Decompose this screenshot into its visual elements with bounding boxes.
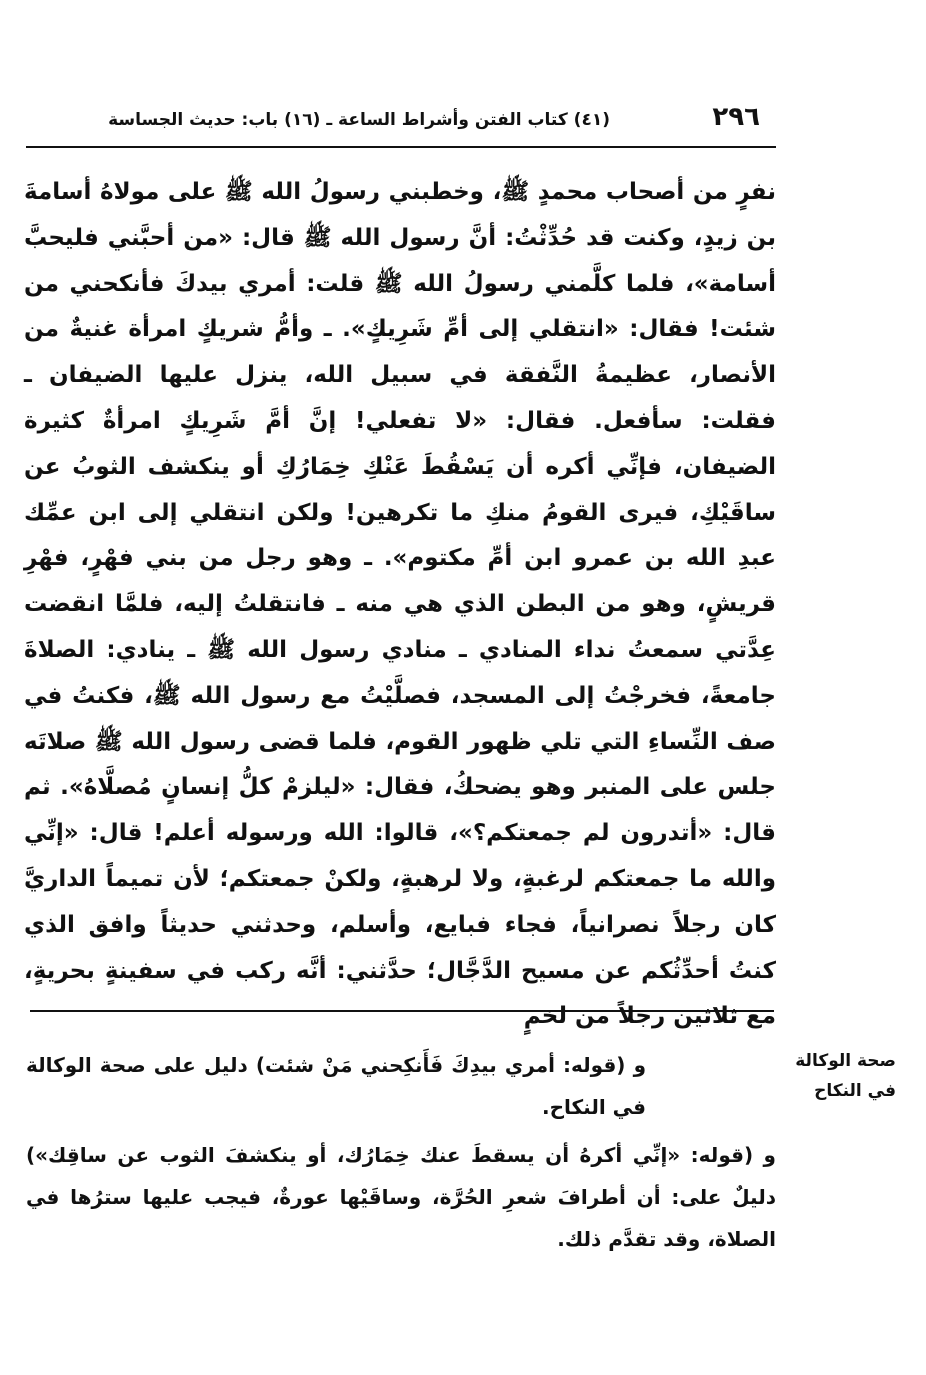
main-text (24, 170, 776, 1040)
footnote-2: و (قوله: «إنِّي أكرهُ أن يسقطَ عنك خِمَارُك، أو ينكشفَ الثوب عن ساقِك») دليلٌ على: أن أطرافَ شعرِ الحُرَّة، وساقَيْها عورةٌ، فيجب عليها سترُها في الصلاة، وقد تقدَّم ذلك. (26, 1143, 776, 1251)
footnote-1: و (قوله: أمري بيدِكَ فَأَنكِحني مَنْ شئت) دليل على صحة الوكالة في النكاح. (26, 1053, 646, 1119)
margin-note-line: في النكاح (814, 1081, 896, 1101)
margin-note (776, 1046, 896, 1106)
margin-note-line: صحة الوكالة (795, 1051, 896, 1071)
page-header (26, 100, 774, 140)
main-paragraph: نفرٍ من أصحاب محمدٍ ﷺ، وخطبني رسولُ الله ﷺ على مولاهُ أسامةَ بن زيدٍ، وكنت قد حُدِّثْتُ: أنَّ رسول الله ﷺ قال: «من أحبَّني فليحبَّ أسامة»، فلما كلَّمني رسولُ الله ﷺ قلت: أمري بيدكَ فأنكحني من شئت! فقال: «انتقلي إلى أمِّ شَرِيكٍ». ـ وأمُّ شريكٍ امرأة غنيةٌ من الأنصار، عظيمةُ النَّفقة في سبيل الله، ينزل عليها الضيفان ـ فقلت: سأفعل. فقال: «لا تفعلي! إنَّ أمَّ شَرِيكٍ امرأةٌ كثيرة الضيفان، فإنِّي أكره أن يَسْقُطَ عَنْكِ خِمَارُكِ أو ينكشف الثوبُ عن ساقَيْكِ، فيرى القومُ منكِ ما تكرهين! ولكن انتقلي إلى ابن عمِّك عبدِ الله بن عمرو ابن أمِّ مكتوم». ـ وهو رجل من بني فهْرٍ، فهْرِ قريشٍ، وهو من البطن الذي هي منه ـ فانتقلتُ إليه، فلمَّا انقضت عِدَّتي سمعتُ نداء المنادي ـ منادي رسول الله ﷺ ـ ينادي: الصلاةَ جامعةً، فخرجْتُ إلى المسجد، فصلَّيْتُ مع رسول الله ﷺ، فكنتُ في صف النِّساءِ التي تلي ظهور القوم، فلما قضى رسول الله ﷺ صلاتَه جلس على المنبر وهو يضحكُ، فقال: «ليلزمْ كلُّ إنسانٍ مُصلَّاهُ». ثم قال: «أتدرون لم جمعتكم؟»، قالوا: الله ورسوله أعلم! قال: «إنِّي والله ما جمعتكم لرغبةٍ، ولا لرهبةٍ، ولكنْ جمعتكم؛ لأن تميماً الداريَّ كان رجلاً نصرانياً، فجاء فبايع، وأسلم، وحدثني حديثاً وافق الذي كنتُ أحدِّثُكم عن مسيح الدَّجَّال؛ حدَّثني: أنَّه ركب في سفينةٍ بحريةٍ، مع ثلاثين رجلاً من لخمٍ (24, 179, 776, 1030)
page-number: ٢٩٦ (712, 102, 760, 132)
header-rule (26, 146, 776, 148)
footnotes (26, 1044, 776, 1266)
footnote-rule (30, 1010, 774, 1012)
running-head: (٤١) كتاب الفتن وأشراط الساعة ـ (١٦) باب: حديث الجساسة (108, 110, 610, 130)
